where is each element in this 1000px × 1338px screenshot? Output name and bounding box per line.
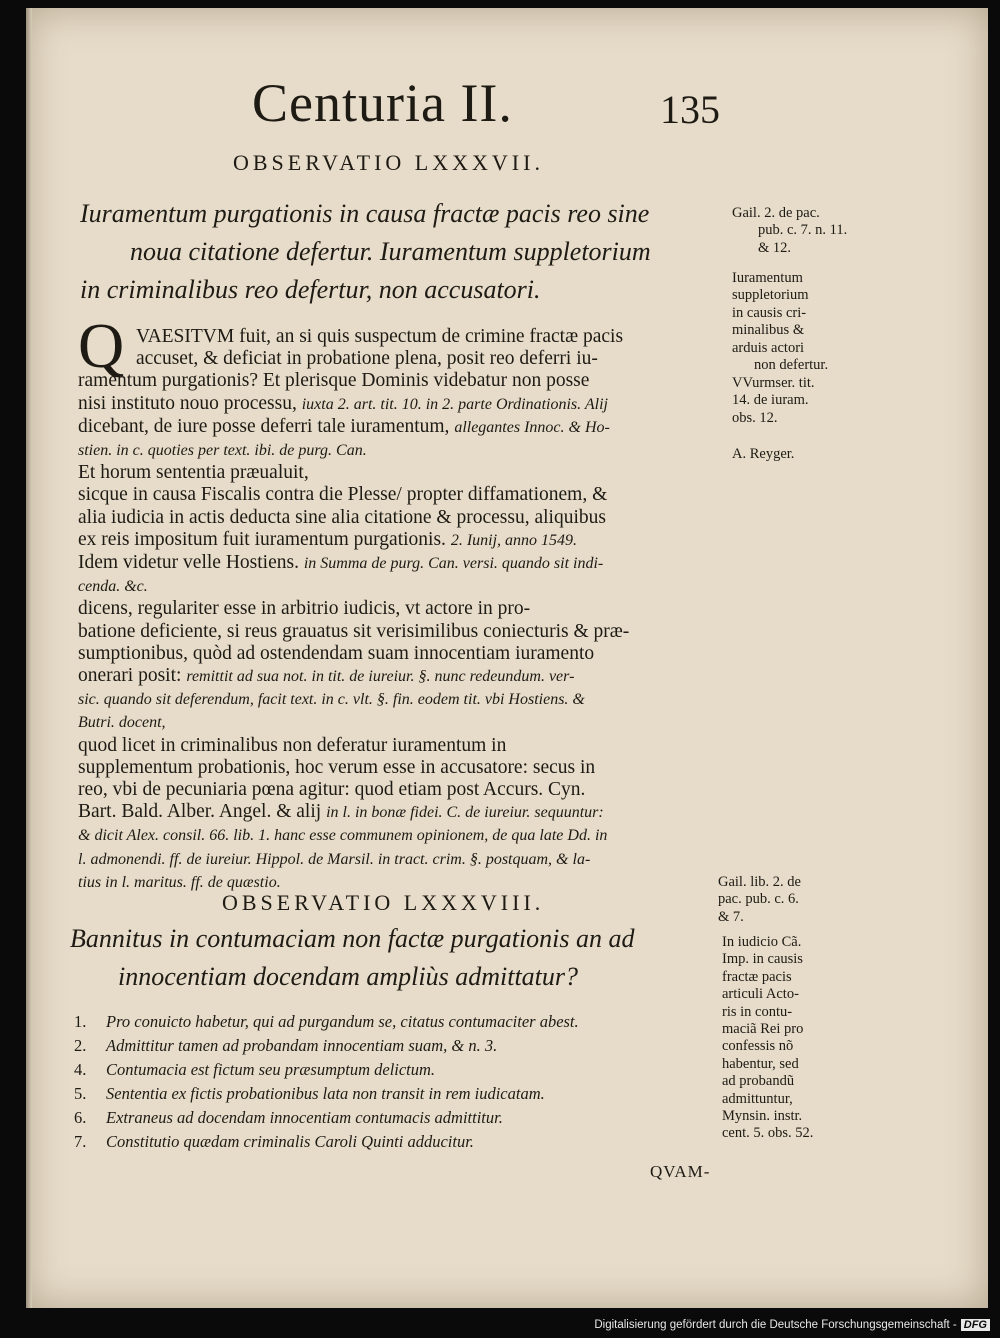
body-text-italic: iuxta 2. art. tit. 10. in 2. parte Ordinationis. Alij bbox=[301, 395, 608, 413]
observation-88-summary bbox=[70, 920, 635, 996]
body-line bbox=[78, 575, 718, 598]
margin-line: Gail. lib. 2. de bbox=[718, 874, 801, 890]
summary-line: Iuramentum purgationis in causa fractæ pacis reo sine bbox=[80, 199, 650, 228]
body-line bbox=[78, 507, 718, 529]
body-text-roman: sicque in causa Fiscalis contra die Plesse/ propter diffamationem, & bbox=[78, 484, 608, 506]
dfg-logo: DFG bbox=[961, 1319, 990, 1331]
body-line bbox=[78, 665, 718, 688]
index-entry bbox=[74, 1010, 579, 1034]
body-line bbox=[78, 348, 718, 370]
summary-line: innocentiam docendam ampliùs admittatur? bbox=[118, 962, 579, 991]
body-line bbox=[78, 439, 718, 462]
body-text-roman: ramentum purgationis? Et plerisque Dominis videbatur non posse bbox=[78, 370, 590, 392]
index-number: 5. bbox=[74, 1084, 87, 1103]
page-edge bbox=[26, 8, 32, 1308]
index-entry bbox=[74, 1082, 579, 1106]
body-text-italic: cenda. &c. bbox=[78, 578, 148, 596]
margin-note-wurmser bbox=[732, 375, 840, 427]
index-entry bbox=[74, 1034, 579, 1058]
index-text: Admittitur tamen ad probandam innocentiam suam, & n. 3. bbox=[106, 1036, 498, 1055]
body-text-italic: sic. quando sit deferendum, facit text. in c. vlt. §. fin. eodem tit. vbi Hostiens. & bbox=[78, 691, 585, 709]
body-text-roman: ex reis impositum fuit iuramentum purgationis. bbox=[78, 528, 451, 550]
index-number: 2. bbox=[74, 1036, 87, 1055]
margin-line: & 12. bbox=[758, 239, 792, 256]
body-line bbox=[78, 711, 718, 734]
margin-line: obs. 12. bbox=[732, 409, 778, 426]
footer-text: Digitalisierung gefördert durch die Deutsche Forschungsgemeinschaft - bbox=[594, 1319, 957, 1331]
index-text: Constitutio quædam criminalis Caroli Quinti adducitur. bbox=[106, 1132, 474, 1151]
margin-note-iudicio bbox=[722, 934, 830, 1143]
margin-line: pac. pub. c. 6. bbox=[718, 891, 799, 908]
body-text-italic: allegantes Innoc. & Ho- bbox=[454, 418, 610, 436]
catchword: QVAM- bbox=[650, 1162, 711, 1181]
margin-note-gail bbox=[732, 205, 848, 257]
body-text-roman: quod licet in criminalibus non deferatur iuramentum in bbox=[78, 734, 507, 756]
body-text-italic: & dicit Alex. consil. 66. lib. 1. hanc esse communem opinionem, de qua late Dd. in bbox=[78, 827, 608, 845]
margin-line: Mynsin. instr. bbox=[722, 1108, 803, 1125]
margin-line: ris in contu- bbox=[722, 1003, 793, 1020]
index-number: 1. bbox=[74, 1012, 87, 1031]
body-line bbox=[78, 552, 718, 575]
observation-87-summary bbox=[80, 195, 651, 309]
body-text-roman: dicens, regulariter esse in arbitrio iudicis, vt actore in pro- bbox=[78, 598, 531, 620]
index-text: Sententia ex fictis probationibus lata non transit in rem iudicatam. bbox=[106, 1084, 545, 1103]
body-text-italic: Butri. docent, bbox=[78, 714, 166, 732]
margin-line: 14. de iuram. bbox=[732, 392, 809, 409]
running-title: Centuria II. bbox=[252, 73, 513, 133]
margin-line: in causis cri- bbox=[732, 304, 807, 321]
body-line bbox=[78, 326, 718, 348]
summary-line: in criminalibus reo defertur, non accusatori. bbox=[80, 275, 541, 304]
body-text-italic: 2. Iunij, anno 1549. bbox=[450, 531, 578, 549]
margin-note-reyger bbox=[732, 446, 840, 463]
margin-line: arduis actori bbox=[732, 339, 805, 356]
index-text: Extraneus ad docendam innocentiam contumacis admittitur. bbox=[106, 1108, 503, 1127]
body-text-roman: alia iudicia in actis deducta sine alia citatione & processu, aliquibus bbox=[78, 506, 606, 528]
body-line bbox=[78, 824, 718, 847]
body-line bbox=[78, 848, 718, 871]
margin-line: VVurmser. tit. bbox=[732, 375, 815, 391]
observation-87-title: OBSERVATIO LXXXVII. bbox=[233, 150, 544, 175]
margin-line: A. Reyger. bbox=[732, 446, 795, 462]
body-line bbox=[78, 416, 718, 439]
body-text-roman: batione deficiente, si reus grauatus sit verisimilibus coniecturis & præ- bbox=[78, 620, 630, 642]
body-line bbox=[78, 484, 718, 506]
body-text-roman: VAESITVM fuit, an si quis suspectum de crimine fractæ pacis bbox=[136, 326, 624, 347]
footer-credit bbox=[594, 1314, 990, 1336]
body-text-italic: stien. in c. quoties per text. ibi. de purg. Can. bbox=[78, 442, 367, 460]
body-line bbox=[78, 757, 718, 779]
margin-line: ad probandũ bbox=[722, 1073, 795, 1090]
body-line bbox=[78, 643, 718, 665]
body-text-italic: remittit ad sua not. in tit. de iureiur. §. nunc redeundum. ver- bbox=[186, 668, 575, 686]
body-text-roman: Bart. Bald. Alber. Angel. & alij bbox=[78, 801, 327, 823]
body-line bbox=[78, 393, 718, 416]
drop-capital: Q bbox=[78, 310, 125, 381]
margin-line: fractæ pacis bbox=[722, 968, 792, 985]
body-line bbox=[78, 529, 718, 552]
body-line bbox=[78, 801, 718, 824]
margin-line: & 7. bbox=[718, 908, 744, 925]
index-number: 4. bbox=[74, 1060, 87, 1079]
body-text-roman: Et horum sententia præualuit, bbox=[78, 462, 309, 484]
body-text-roman: Idem videtur velle Hostiens. bbox=[78, 552, 304, 574]
margin-line: suppletorium bbox=[732, 287, 809, 304]
body-line bbox=[78, 779, 718, 801]
observation-88-title: OBSERVATIO LXXXVIII. bbox=[222, 890, 545, 915]
observation-87-body bbox=[78, 326, 718, 894]
margin-line: pub. c. 7. n. 11. bbox=[758, 222, 848, 239]
margin-line: maciã Rei pro bbox=[722, 1021, 804, 1038]
margin-line: Iuramentum bbox=[732, 270, 803, 286]
body-text-roman: dicebant, de iure posse deferri tale iuramentum, bbox=[78, 415, 455, 437]
margin-line: admittuntur, bbox=[722, 1090, 793, 1107]
index-entry bbox=[74, 1106, 579, 1130]
margin-line: In iudicio Cã. bbox=[722, 934, 802, 950]
index-entry bbox=[74, 1130, 579, 1154]
observation-88-index bbox=[74, 1010, 579, 1154]
body-line bbox=[78, 598, 718, 620]
body-text-roman: reo, vbi de pecuniaria pœna agitur: quod etiam post Accurs. Cyn. bbox=[78, 779, 586, 801]
body-text-roman: sumptionibus, quòd ad ostendendam suam innocentiam iuramento bbox=[78, 642, 595, 664]
body-line bbox=[78, 370, 718, 392]
index-number: 6. bbox=[74, 1108, 87, 1127]
body-line bbox=[78, 621, 718, 643]
margin-line: habentur, sed bbox=[722, 1055, 799, 1072]
body-text-italic: in l. in bonæ fidei. C. de iureiur. sequuntur: bbox=[326, 804, 604, 822]
page-number: 135 bbox=[660, 87, 720, 132]
body-text-italic: tius in l. maritus. ff. de quæstio. bbox=[78, 873, 281, 891]
body-line bbox=[78, 688, 718, 711]
margin-line: non defertur. bbox=[754, 357, 829, 374]
body-text-italic: in Summa de purg. Can. versi. quando sit indi- bbox=[303, 555, 604, 573]
margin-line: Gail. 2. de pac. bbox=[732, 205, 820, 221]
margin-note-gail-2 bbox=[718, 874, 826, 926]
index-text: Pro conuicto habetur, qui ad purgandum se, citatus contumaciter abest. bbox=[106, 1012, 579, 1031]
margin-line: Imp. in causis bbox=[722, 951, 803, 968]
summary-line: Bannitus in contumaciam non factæ purgationis an ad bbox=[70, 924, 635, 953]
margin-line: confessis nõ bbox=[722, 1038, 794, 1055]
body-text-italic: l. admonendi. ff. de iureiur. Hippol. de Marsil. in tract. crim. §. postquam, & la- bbox=[78, 850, 591, 868]
index-number: 7. bbox=[74, 1132, 87, 1151]
margin-line: minalibus & bbox=[732, 322, 805, 339]
body-text-roman: nisi instituto nouo processu, bbox=[78, 392, 302, 414]
index-text: Contumacia est fictum seu præsumptum delictum. bbox=[106, 1060, 436, 1079]
body-text-roman: supplementum probationis, hoc verum esse in accusatore: secus in bbox=[78, 756, 596, 778]
margin-line: articuli Acto- bbox=[722, 986, 799, 1003]
body-line bbox=[78, 735, 718, 757]
margin-note-iuramentum bbox=[732, 270, 840, 374]
summary-line: noua citatione defertur. Iuramentum suppletorium bbox=[130, 237, 651, 266]
margin-line: cent. 5. obs. 52. bbox=[722, 1125, 814, 1142]
body-text-roman: onerari posit: bbox=[78, 665, 187, 687]
body-text-roman: accuset, & deficiat in probatione plena, posit reo deferri iu- bbox=[136, 348, 598, 370]
index-entry bbox=[74, 1058, 579, 1082]
body-line bbox=[78, 462, 718, 484]
